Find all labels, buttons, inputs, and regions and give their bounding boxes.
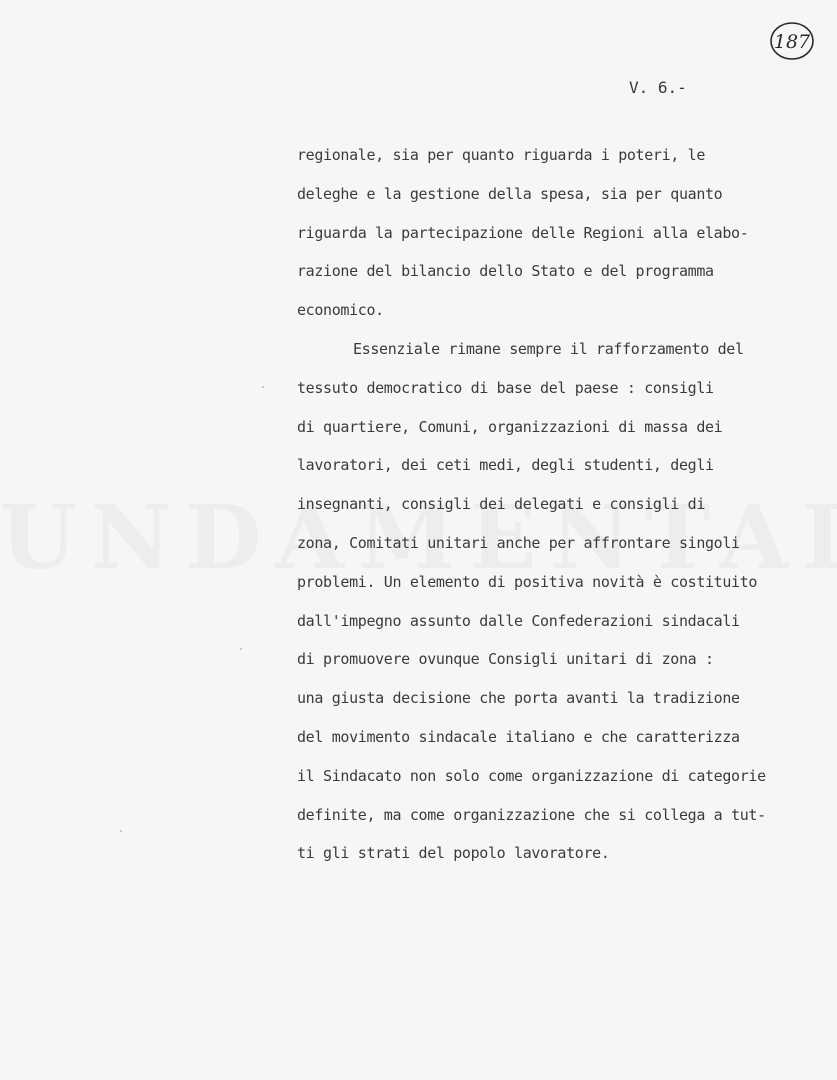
handwritten-number-text: 187 bbox=[773, 31, 811, 53]
paragraph-1 bbox=[297, 136, 833, 330]
text-line: definite, ma come organizzazione che si collega a tut- bbox=[297, 805, 766, 824]
paper-speck bbox=[262, 386, 264, 388]
text-line: economico. bbox=[297, 301, 384, 320]
page-reference: V. 6.- bbox=[629, 78, 687, 97]
text-line: lavoratori, dei ceti medi, degli studenti, degli bbox=[297, 456, 714, 475]
text-line: regionale, sia per quanto riguarda i poteri, le bbox=[297, 146, 705, 164]
text-line: dall'impegno assunto dalle Confederazioni sindacali bbox=[297, 611, 740, 630]
handwritten-page-number bbox=[768, 20, 816, 62]
text-line: una giusta decisione che porta avanti la tradizione bbox=[297, 689, 740, 708]
paper-speck bbox=[120, 830, 122, 832]
text-line: deleghe e la gestione della spesa, sia per quanto bbox=[297, 184, 723, 203]
text-line: ti gli strati del popolo lavoratore. bbox=[297, 844, 610, 863]
circled-number-mark bbox=[768, 20, 816, 62]
body-text bbox=[297, 136, 833, 873]
text-line: il Sindacato non solo come organizzazione di categorie bbox=[297, 766, 766, 785]
text-line: problemi. Un elemento di positiva novità è costituito bbox=[297, 572, 758, 591]
text-line: di quartiere, Comuni, organizzazioni di massa dei bbox=[297, 417, 723, 436]
text-line: tessuto democratico di base del paese : consigli bbox=[297, 378, 714, 397]
text-line: insegnanti, consigli dei delegati e consigli di bbox=[297, 495, 705, 514]
text-line: di promuovere ovunque Consigli unitari di zona : bbox=[297, 650, 714, 669]
text-line: razione del bilancio dello Stato e del programma bbox=[297, 262, 714, 281]
paper-speck bbox=[240, 648, 242, 650]
text-line: Essenziale rimane sempre il rafforzamento del bbox=[353, 339, 744, 358]
text-line: zona, Comitati unitari anche per affrontare singoli bbox=[297, 533, 740, 552]
text-line: del movimento sindacale italiano e che caratterizza bbox=[297, 727, 740, 746]
paragraph-2 bbox=[297, 330, 833, 873]
text-line: riguarda la partecipazione delle Regioni alla elabo- bbox=[297, 223, 749, 242]
